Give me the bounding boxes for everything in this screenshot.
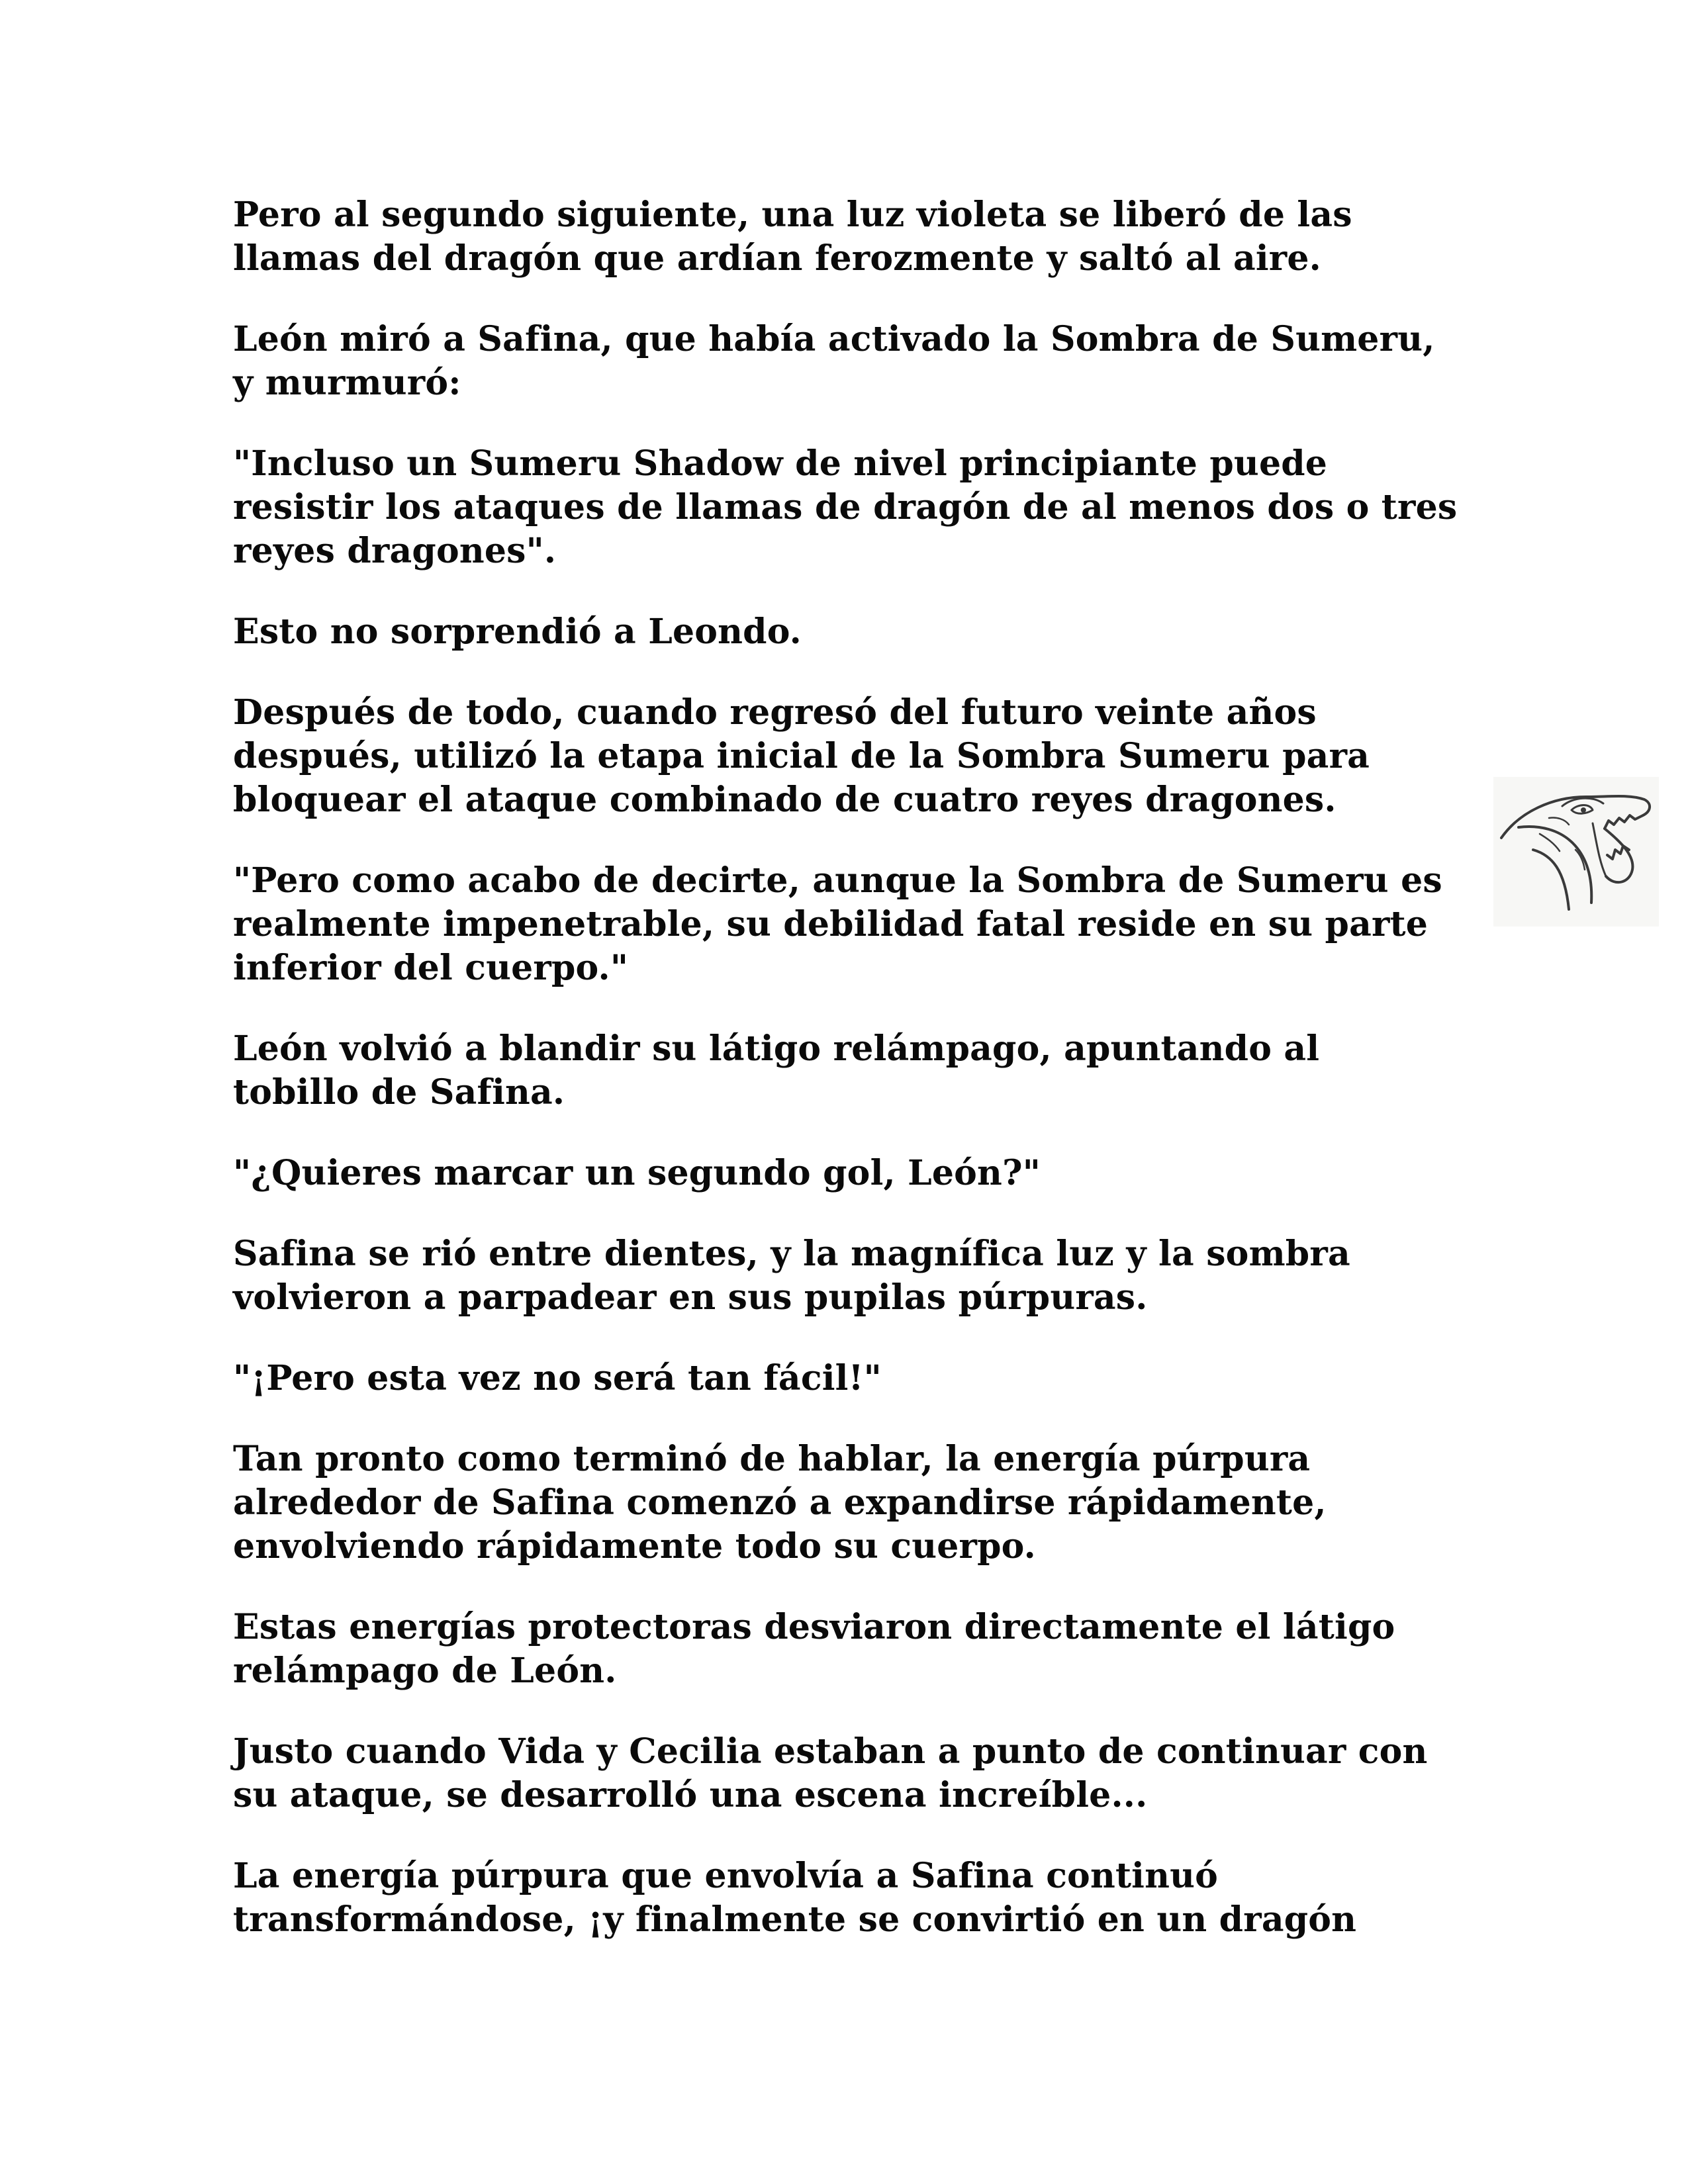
text-line: envolviendo rápidamente todo su cuerpo. — [233, 1526, 1036, 1567]
paragraph-1 — [233, 193, 1491, 281]
text-line: bloquear el ataque combinado de cuatro reyes dragones. — [233, 780, 1336, 820]
paragraph-4 — [233, 610, 1491, 654]
text-line: su ataque, se desarrolló una escena increíble... — [233, 1775, 1148, 1815]
text-line: La energía púrpura que envolvía a Safina continuó — [233, 1856, 1219, 1896]
paragraph-13 — [233, 1730, 1491, 1817]
text-line: León volvió a blandir su látigo relámpago, apuntando al — [233, 1028, 1320, 1069]
text-line: alrededor de Safina comenzó a expandirse rápidamente, — [233, 1482, 1327, 1523]
paragraph-12 — [233, 1606, 1491, 1693]
paragraph-6 — [233, 859, 1491, 990]
paragraph-5 — [233, 691, 1491, 822]
text-line: "¿Quieres marcar un segundo gol, León?" — [233, 1153, 1041, 1193]
text-line: llamas del dragón que ardían ferozmente y saltó al aire. — [233, 238, 1321, 279]
text-line: y murmuró: — [233, 363, 461, 403]
text-line: "Incluso un Sumeru Shadow de nivel principiante puede — [233, 443, 1328, 484]
paragraph-3 — [233, 442, 1491, 573]
text-line: Justo cuando Vida y Cecilia estaban a punto de continuar con — [233, 1731, 1428, 1772]
text-line: tobillo de Safina. — [233, 1072, 565, 1113]
text-line: relámpago de León. — [233, 1651, 617, 1691]
paragraph-14 — [233, 1854, 1491, 1942]
text-line: "¡Pero esta vez no será tan fácil!" — [233, 1358, 882, 1398]
text-line: Estas energías protectoras desviaron directamente el látigo — [233, 1607, 1395, 1647]
text-line: realmente impenetrable, su debilidad fatal reside en su parte — [233, 904, 1429, 944]
text-line: inferior del cuerpo." — [233, 948, 629, 988]
dinosaur-head-icon — [1493, 777, 1659, 927]
text-line: Tan pronto como terminó de hablar, la energía púrpura — [233, 1439, 1311, 1479]
text-line: Safina se rió entre dientes, y la magnífica luz y la sombra — [233, 1234, 1350, 1274]
dinosaur-head-drawing — [1493, 777, 1659, 927]
text-line: después, utilizó la etapa inicial de la Sombra Sumeru para — [233, 736, 1370, 776]
text-line: "Pero como acabo de decirte, aunque la Sombra de Sumeru es — [233, 860, 1442, 901]
document-body — [233, 193, 1491, 1979]
text-line: transformándose, ¡y finalmente se convirtió en un dragón — [233, 1899, 1357, 1940]
text-line: Pero al segundo siguiente, una luz violeta se liberó de las — [233, 195, 1352, 235]
paragraph-8 — [233, 1152, 1491, 1195]
paragraph-10 — [233, 1357, 1491, 1400]
text-line: Esto no sorprendió a Leondo. — [233, 612, 802, 652]
text-line: volvieron a parpadear en sus pupilas púrpuras. — [233, 1277, 1148, 1318]
text-line: reyes dragones". — [233, 531, 557, 571]
paragraph-9 — [233, 1232, 1491, 1320]
text-line: resistir los ataques de llamas de dragón de al menos dos o tres — [233, 487, 1458, 527]
text-line: León miró a Safina, que había activado la Sombra de Sumeru, — [233, 319, 1435, 359]
text-line: Después de todo, cuando regresó del futuro veinte años — [233, 692, 1317, 733]
paragraph-7 — [233, 1027, 1491, 1115]
paragraph-2 — [233, 318, 1491, 405]
paragraph-11 — [233, 1437, 1491, 1569]
